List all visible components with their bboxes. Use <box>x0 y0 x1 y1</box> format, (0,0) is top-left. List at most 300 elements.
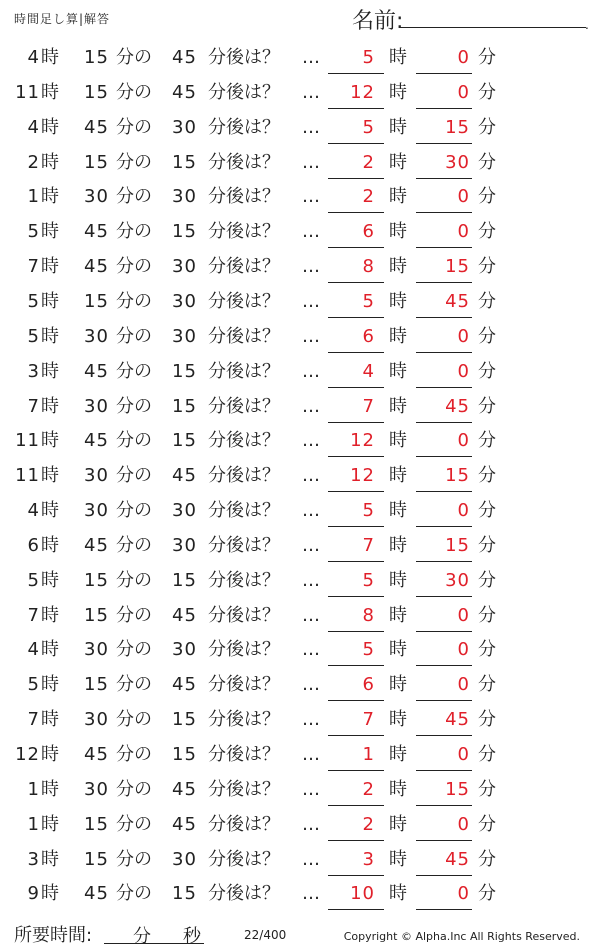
answer-hour-line[interactable] <box>328 561 384 562</box>
answer-hour: 5 <box>362 569 375 591</box>
start-hour: 12 <box>15 744 40 765</box>
problem-row <box>0 354 600 389</box>
question-text: 分後は？ <box>208 500 280 522</box>
answer-minute-unit: 分 <box>478 813 496 835</box>
answer-minute-line[interactable] <box>416 700 472 701</box>
start-hour: 11 <box>15 81 40 103</box>
start-minute: 45 <box>84 221 109 243</box>
answer-hour-line[interactable] <box>328 108 384 109</box>
added-minutes: 15 <box>172 430 197 452</box>
ellipsis: … <box>302 883 320 905</box>
answer-hour-unit: 時 <box>389 47 407 68</box>
problem-row <box>0 632 600 667</box>
problem-row <box>0 563 600 598</box>
answer-minute-unit: 分 <box>478 569 496 591</box>
question-text: 分後は？ <box>208 534 280 556</box>
answer-minute-unit: 分 <box>478 500 496 522</box>
time-taken-minute-unit: 分 <box>133 926 151 947</box>
hour-unit: 時 <box>41 813 59 835</box>
answer-hour-line[interactable] <box>328 282 384 283</box>
question-text: 分後は？ <box>208 639 280 661</box>
ellipsis: … <box>302 674 320 696</box>
added-minutes: 15 <box>172 395 197 417</box>
answer-hour: 5 <box>362 639 375 661</box>
answer-minute-unit: 分 <box>478 604 496 626</box>
of-text: 分の <box>116 569 152 591</box>
start-hour: 4 <box>27 116 40 138</box>
added-minutes: 15 <box>172 221 197 243</box>
start-minute: 45 <box>84 360 109 382</box>
ellipsis: … <box>302 569 320 591</box>
hour-unit: 時 <box>41 47 59 68</box>
answer-hour-line[interactable] <box>328 352 384 353</box>
start-minute: 45 <box>84 256 109 278</box>
answer-hour-unit: 時 <box>389 360 407 382</box>
answer-hour-line[interactable] <box>328 73 384 74</box>
of-text: 分の <box>116 116 152 138</box>
answer-minute: 0 <box>457 81 470 103</box>
answer-minute-unit: 分 <box>478 360 496 382</box>
answer-minute-unit: 分 <box>478 47 496 68</box>
answer-minute-line[interactable] <box>416 631 472 632</box>
answer-hour-unit: 時 <box>389 674 407 696</box>
start-minute: 30 <box>84 395 109 417</box>
start-minute: 45 <box>84 744 109 765</box>
of-text: 分の <box>116 395 152 417</box>
answer-minute-line[interactable] <box>416 491 472 492</box>
start-minute: 15 <box>84 47 109 68</box>
problem-row <box>0 40 600 75</box>
start-minute: 30 <box>84 778 109 800</box>
added-minutes: 30 <box>172 639 197 661</box>
ellipsis: … <box>302 639 320 661</box>
answer-hour: 12 <box>350 430 375 452</box>
answer-hour: 8 <box>362 256 375 278</box>
answer-minute-line[interactable] <box>416 665 472 666</box>
problem-row <box>0 319 600 354</box>
start-hour: 1 <box>27 186 40 208</box>
question-text: 分後は？ <box>208 569 280 591</box>
question-text: 分後は？ <box>208 151 280 173</box>
question-text: 分後は？ <box>208 674 280 696</box>
hour-unit: 時 <box>41 604 59 626</box>
name-field-line[interactable] <box>400 27 586 28</box>
answer-hour-line[interactable] <box>328 491 384 492</box>
question-text: 分後は？ <box>208 116 280 138</box>
of-text: 分の <box>116 883 152 905</box>
answer-minute-unit: 分 <box>478 256 496 278</box>
problem-row <box>0 284 600 319</box>
problem-row <box>0 249 600 284</box>
hour-unit: 時 <box>41 778 59 800</box>
question-text: 分後は？ <box>208 256 280 278</box>
of-text: 分の <box>116 604 152 626</box>
answer-minute-unit: 分 <box>478 744 496 765</box>
time-taken-label: 所要時間: <box>14 925 93 946</box>
answer-hour-unit: 時 <box>389 290 407 312</box>
answer-hour: 6 <box>362 325 375 347</box>
added-minutes: 30 <box>172 116 197 138</box>
answer-hour: 2 <box>362 813 375 835</box>
answer-minute-unit: 分 <box>478 709 496 731</box>
answer-minute: 30 <box>445 151 470 173</box>
answer-hour-line[interactable] <box>328 317 384 318</box>
answer-hour-unit: 時 <box>389 256 407 278</box>
answer-hour-unit: 時 <box>389 639 407 661</box>
start-hour: 11 <box>15 430 40 452</box>
question-text: 分後は？ <box>208 360 280 382</box>
start-hour: 5 <box>27 674 40 696</box>
answer-minute-unit: 分 <box>478 221 496 243</box>
answer-minute-unit: 分 <box>478 430 496 452</box>
answer-hour-unit: 時 <box>389 395 407 417</box>
answer-minute-unit: 分 <box>478 674 496 696</box>
answer-minute: 0 <box>457 639 470 661</box>
of-text: 分の <box>116 186 152 208</box>
question-text: 分後は？ <box>208 81 280 103</box>
answer-hour: 5 <box>362 290 375 312</box>
name-label: 名前: <box>352 9 404 34</box>
answer-hour: 5 <box>362 116 375 138</box>
added-minutes: 30 <box>172 534 197 556</box>
answer-minute: 45 <box>445 709 470 731</box>
problem-row <box>0 423 600 458</box>
start-hour: 4 <box>27 500 40 522</box>
of-text: 分の <box>116 709 152 731</box>
problem-row <box>0 876 600 911</box>
answer-hour-line[interactable] <box>328 631 384 632</box>
answer-minute-line[interactable] <box>416 387 472 388</box>
problem-row <box>0 737 600 772</box>
start-hour: 1 <box>27 778 40 800</box>
name-field-dot: . <box>585 18 589 32</box>
answer-minute-line[interactable] <box>416 875 472 876</box>
start-minute: 45 <box>84 534 109 556</box>
start-minute: 15 <box>84 569 109 591</box>
answer-hour-line[interactable] <box>328 909 384 910</box>
answer-hour-unit: 時 <box>389 709 407 731</box>
answer-hour-line[interactable] <box>328 422 384 423</box>
answer-hour-unit: 時 <box>389 744 407 765</box>
answer-hour-line[interactable] <box>328 143 384 144</box>
answer-hour-unit: 時 <box>389 500 407 522</box>
question-text: 分後は？ <box>208 883 280 905</box>
answer-hour-line[interactable] <box>328 456 384 457</box>
ellipsis: … <box>302 290 320 312</box>
of-text: 分の <box>116 325 152 347</box>
answer-hour: 10 <box>350 883 375 905</box>
answer-minute-line[interactable] <box>416 526 472 527</box>
answer-hour-line[interactable] <box>328 387 384 388</box>
time-taken-second-unit: 秒 <box>183 926 201 947</box>
answer-minute-unit: 分 <box>478 639 496 661</box>
answer-hour: 1 <box>362 744 375 765</box>
problem-row <box>0 528 600 563</box>
answer-minute: 15 <box>445 465 470 487</box>
start-minute: 15 <box>84 674 109 696</box>
answer-minute-line[interactable] <box>416 352 472 353</box>
ellipsis: … <box>302 221 320 243</box>
answer-minute-line[interactable] <box>416 909 472 910</box>
ellipsis: … <box>302 151 320 173</box>
start-minute: 30 <box>84 500 109 522</box>
answer-minute-unit: 分 <box>478 290 496 312</box>
question-text: 分後は？ <box>208 744 280 765</box>
answer-hour-unit: 時 <box>389 81 407 103</box>
answer-minute: 45 <box>445 290 470 312</box>
answer-minute-line[interactable] <box>416 247 472 248</box>
added-minutes: 30 <box>172 186 197 208</box>
start-minute: 15 <box>84 81 109 103</box>
question-text: 分後は？ <box>208 465 280 487</box>
answer-hour: 7 <box>362 709 375 731</box>
answer-minute: 0 <box>457 500 470 522</box>
answer-minute: 0 <box>457 47 470 68</box>
answer-minute: 0 <box>457 360 470 382</box>
answer-minute: 0 <box>457 186 470 208</box>
hour-unit: 時 <box>41 569 59 591</box>
ellipsis: … <box>302 325 320 347</box>
answer-minute-unit: 分 <box>478 848 496 870</box>
start-hour: 7 <box>27 256 40 278</box>
ellipsis: … <box>302 709 320 731</box>
start-hour: 7 <box>27 709 40 731</box>
answer-hour-line[interactable] <box>328 212 384 213</box>
hour-unit: 時 <box>41 221 59 243</box>
answer-minute: 0 <box>457 674 470 696</box>
answer-hour-unit: 時 <box>389 186 407 208</box>
answer-minute: 0 <box>457 221 470 243</box>
added-minutes: 15 <box>172 151 197 173</box>
added-minutes: 45 <box>172 81 197 103</box>
answer-hour: 7 <box>362 534 375 556</box>
added-minutes: 30 <box>172 290 197 312</box>
answer-hour-unit: 時 <box>389 848 407 870</box>
problem-row <box>0 807 600 842</box>
added-minutes: 45 <box>172 813 197 835</box>
answer-minute-line[interactable] <box>416 73 472 74</box>
start-hour: 4 <box>27 639 40 661</box>
start-minute: 30 <box>84 325 109 347</box>
of-text: 分の <box>116 81 152 103</box>
answer-hour-unit: 時 <box>389 325 407 347</box>
answer-hour: 4 <box>362 360 375 382</box>
answer-hour-line[interactable] <box>328 805 384 806</box>
answer-hour-unit: 時 <box>389 813 407 835</box>
answer-minute-line[interactable] <box>416 317 472 318</box>
of-text: 分の <box>116 848 152 870</box>
of-text: 分の <box>116 430 152 452</box>
answer-minute-line[interactable] <box>416 770 472 771</box>
start-minute: 15 <box>84 151 109 173</box>
start-minute: 30 <box>84 639 109 661</box>
question-text: 分後は？ <box>208 604 280 626</box>
hour-unit: 時 <box>41 534 59 556</box>
answer-hour-line[interactable] <box>328 665 384 666</box>
start-minute: 15 <box>84 604 109 626</box>
ellipsis: … <box>302 778 320 800</box>
added-minutes: 45 <box>172 604 197 626</box>
answer-minute-unit: 分 <box>478 325 496 347</box>
start-hour: 5 <box>27 221 40 243</box>
start-minute: 15 <box>84 848 109 870</box>
answer-hour: 2 <box>362 778 375 800</box>
question-text: 分後は？ <box>208 709 280 731</box>
added-minutes: 30 <box>172 500 197 522</box>
problem-row <box>0 214 600 249</box>
answer-minute-line[interactable] <box>416 212 472 213</box>
answer-hour-unit: 時 <box>389 569 407 591</box>
question-text: 分後は？ <box>208 778 280 800</box>
problem-row <box>0 772 600 807</box>
answer-hour-line[interactable] <box>328 735 384 736</box>
added-minutes: 45 <box>172 465 197 487</box>
answer-hour-line[interactable] <box>328 875 384 876</box>
start-minute: 30 <box>84 186 109 208</box>
answer-minute-unit: 分 <box>478 186 496 208</box>
answer-minute-line[interactable] <box>416 735 472 736</box>
answer-minute-line[interactable] <box>416 282 472 283</box>
start-minute: 30 <box>84 709 109 731</box>
answer-hour: 6 <box>362 674 375 696</box>
ellipsis: … <box>302 500 320 522</box>
of-text: 分の <box>116 47 152 68</box>
answer-hour-unit: 時 <box>389 534 407 556</box>
added-minutes: 45 <box>172 778 197 800</box>
answer-minute-line[interactable] <box>416 108 472 109</box>
hour-unit: 時 <box>41 395 59 417</box>
ellipsis: … <box>302 256 320 278</box>
start-hour: 5 <box>27 290 40 312</box>
start-minute: 15 <box>84 290 109 312</box>
of-text: 分の <box>116 534 152 556</box>
start-hour: 7 <box>27 604 40 626</box>
answer-hour-line[interactable] <box>328 596 384 597</box>
hour-unit: 時 <box>41 81 59 103</box>
answer-minute: 15 <box>445 534 470 556</box>
answer-minute-unit: 分 <box>478 81 496 103</box>
problem-row <box>0 667 600 702</box>
answer-hour-unit: 時 <box>389 465 407 487</box>
problem-row <box>0 598 600 633</box>
answer-hour-line[interactable] <box>328 526 384 527</box>
answer-minute-line[interactable] <box>416 178 472 179</box>
added-minutes: 15 <box>172 360 197 382</box>
question-text: 分後は？ <box>208 430 280 452</box>
answer-minute: 45 <box>445 848 470 870</box>
ellipsis: … <box>302 116 320 138</box>
answer-hour-unit: 時 <box>389 151 407 173</box>
answer-minute-unit: 分 <box>478 883 496 905</box>
hour-unit: 時 <box>41 709 59 731</box>
hour-unit: 時 <box>41 325 59 347</box>
added-minutes: 15 <box>172 709 197 731</box>
answer-hour-line[interactable] <box>328 178 384 179</box>
start-minute: 15 <box>84 813 109 835</box>
start-hour: 5 <box>27 569 40 591</box>
answer-minute-unit: 分 <box>478 465 496 487</box>
ellipsis: … <box>302 534 320 556</box>
of-text: 分の <box>116 290 152 312</box>
problem-row <box>0 179 600 214</box>
start-minute: 45 <box>84 430 109 452</box>
answer-minute-line[interactable] <box>416 805 472 806</box>
question-text: 分後は？ <box>208 221 280 243</box>
hour-unit: 時 <box>41 256 59 278</box>
answer-hour: 12 <box>350 465 375 487</box>
answer-minute-line[interactable] <box>416 456 472 457</box>
added-minutes: 30 <box>172 848 197 870</box>
worksheet-title: 時間足し算|解答 <box>14 12 111 26</box>
hour-unit: 時 <box>41 290 59 312</box>
question-text: 分後は？ <box>208 848 280 870</box>
answer-hour: 5 <box>362 500 375 522</box>
answer-minute-line[interactable] <box>416 596 472 597</box>
answer-hour-line[interactable] <box>328 700 384 701</box>
answer-hour: 8 <box>362 604 375 626</box>
answer-minute: 15 <box>445 256 470 278</box>
added-minutes: 45 <box>172 47 197 68</box>
problem-row <box>0 702 600 737</box>
answer-hour-unit: 時 <box>389 604 407 626</box>
answer-minute: 15 <box>445 116 470 138</box>
answer-minute: 30 <box>445 569 470 591</box>
answer-hour: 2 <box>362 151 375 173</box>
answer-hour-unit: 時 <box>389 778 407 800</box>
question-text: 分後は？ <box>208 325 280 347</box>
of-text: 分の <box>116 221 152 243</box>
answer-minute: 0 <box>457 813 470 835</box>
answer-hour: 2 <box>362 186 375 208</box>
answer-minute-line[interactable] <box>416 840 472 841</box>
added-minutes: 15 <box>172 883 197 905</box>
copyright: Copyright © Alpha.Inc All Rights Reserved. <box>343 930 580 943</box>
problem-row <box>0 389 600 424</box>
problem-row <box>0 842 600 877</box>
answer-hour-line[interactable] <box>328 770 384 771</box>
start-hour: 9 <box>27 883 40 905</box>
answer-minute: 0 <box>457 744 470 765</box>
ellipsis: … <box>302 430 320 452</box>
problem-row <box>0 110 600 145</box>
hour-unit: 時 <box>41 639 59 661</box>
answer-hour-line[interactable] <box>328 840 384 841</box>
ellipsis: … <box>302 360 320 382</box>
ellipsis: … <box>302 465 320 487</box>
start-hour: 4 <box>27 47 40 68</box>
hour-unit: 時 <box>41 151 59 173</box>
hour-unit: 時 <box>41 674 59 696</box>
of-text: 分の <box>116 674 152 696</box>
answer-minute-line[interactable] <box>416 143 472 144</box>
answer-minute-line[interactable] <box>416 561 472 562</box>
start-hour: 5 <box>27 325 40 347</box>
answer-minute-line[interactable] <box>416 422 472 423</box>
answer-minute-unit: 分 <box>478 534 496 556</box>
answer-hour: 7 <box>362 395 375 417</box>
answer-minute: 45 <box>445 395 470 417</box>
answer-hour-unit: 時 <box>389 221 407 243</box>
question-text: 分後は？ <box>208 186 280 208</box>
problem-row <box>0 75 600 110</box>
answer-minute-unit: 分 <box>478 778 496 800</box>
hour-unit: 時 <box>41 116 59 138</box>
added-minutes: 30 <box>172 325 197 347</box>
question-text: 分後は？ <box>208 813 280 835</box>
answer-hour-line[interactable] <box>328 247 384 248</box>
start-hour: 3 <box>27 848 40 870</box>
answer-hour: 3 <box>362 848 375 870</box>
